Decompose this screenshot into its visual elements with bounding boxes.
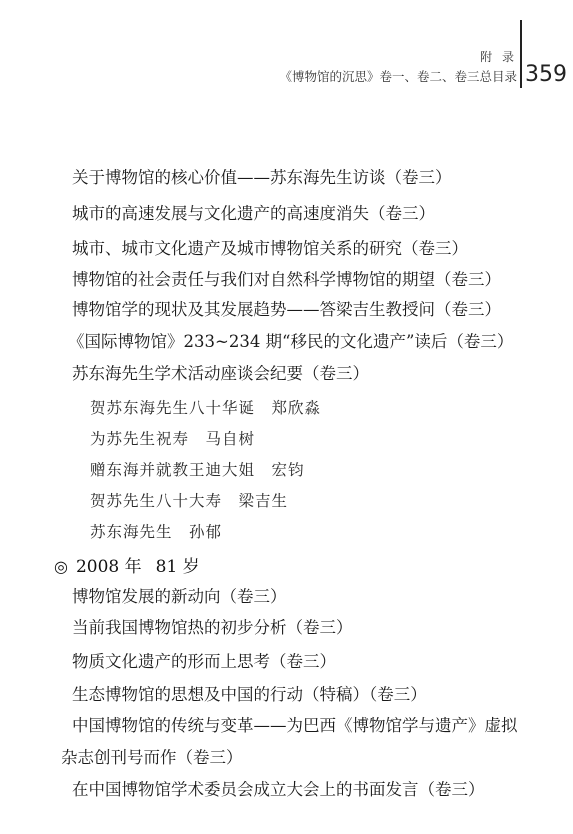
toc-sub-entry: 为苏先生祝寿 马自树 — [90, 430, 256, 448]
toc-sub-entry: 赠东海并就教王迪大姐 宏钧 — [90, 461, 305, 479]
toc-entry: 苏东海先生学术活动座谈会纪要（卷三） — [72, 364, 369, 383]
toc-entry: 《国际博物馆》233~234 期“移民的文化遗产”读后（卷三） — [68, 332, 514, 351]
toc-entry: 在中国博物馆学术委员会成立大会上的书面发言（卷三） — [72, 780, 485, 799]
toc-entry: 物质文化遗产的形而上思考（卷三） — [72, 652, 336, 671]
toc-entry: 城市、城市文化遗产及城市博物馆关系的研究（卷三） — [72, 239, 468, 258]
running-header-section: 附 录 — [480, 50, 517, 64]
year-heading — [54, 552, 200, 577]
running-header-book-title: 《博物馆的沉思》卷一、卷二、卷三总目录 — [279, 69, 517, 84]
toc-sub-entry: 贺苏东海先生八十华诞 郑欣淼 — [90, 399, 322, 417]
toc-sub-entry: 苏东海先生 孙郁 — [90, 523, 223, 541]
toc-entry: 博物馆的社会责任与我们对自然科学博物馆的期望（卷三） — [72, 270, 501, 289]
page-number: 359 — [525, 62, 567, 87]
header-divider — [520, 20, 522, 88]
toc-entry: 博物馆学的现状及其发展趋势——答梁吉生教授问（卷三） — [72, 300, 501, 319]
age-label: 81 岁 — [155, 557, 200, 577]
toc-sub-entry: 贺苏先生八十大寿 梁吉生 — [90, 492, 289, 510]
year-label: 2008 年 — [75, 557, 142, 577]
toc-entry: 关于博物馆的核心价值——苏东海先生访谈（卷三） — [72, 168, 452, 187]
toc-entry: 博物馆发展的新动向（卷三） — [72, 587, 287, 606]
toc-entry: 城市的高速发展与文化遗产的高速度消失（卷三） — [72, 204, 435, 223]
toc-entry: 中国博物馆的传统与变革——为巴西《博物馆学与遗产》虚拟 — [72, 716, 518, 735]
toc-entry: 生态博物馆的思想及中国的行动（特稿）（卷三） — [72, 685, 427, 704]
toc-entry-continuation: 杂志创刊号而作（卷三） — [61, 748, 243, 767]
toc-entry: 当前我国博物馆热的初步分析（卷三） — [72, 618, 353, 637]
bullseye-icon: ◎ — [54, 557, 68, 576]
